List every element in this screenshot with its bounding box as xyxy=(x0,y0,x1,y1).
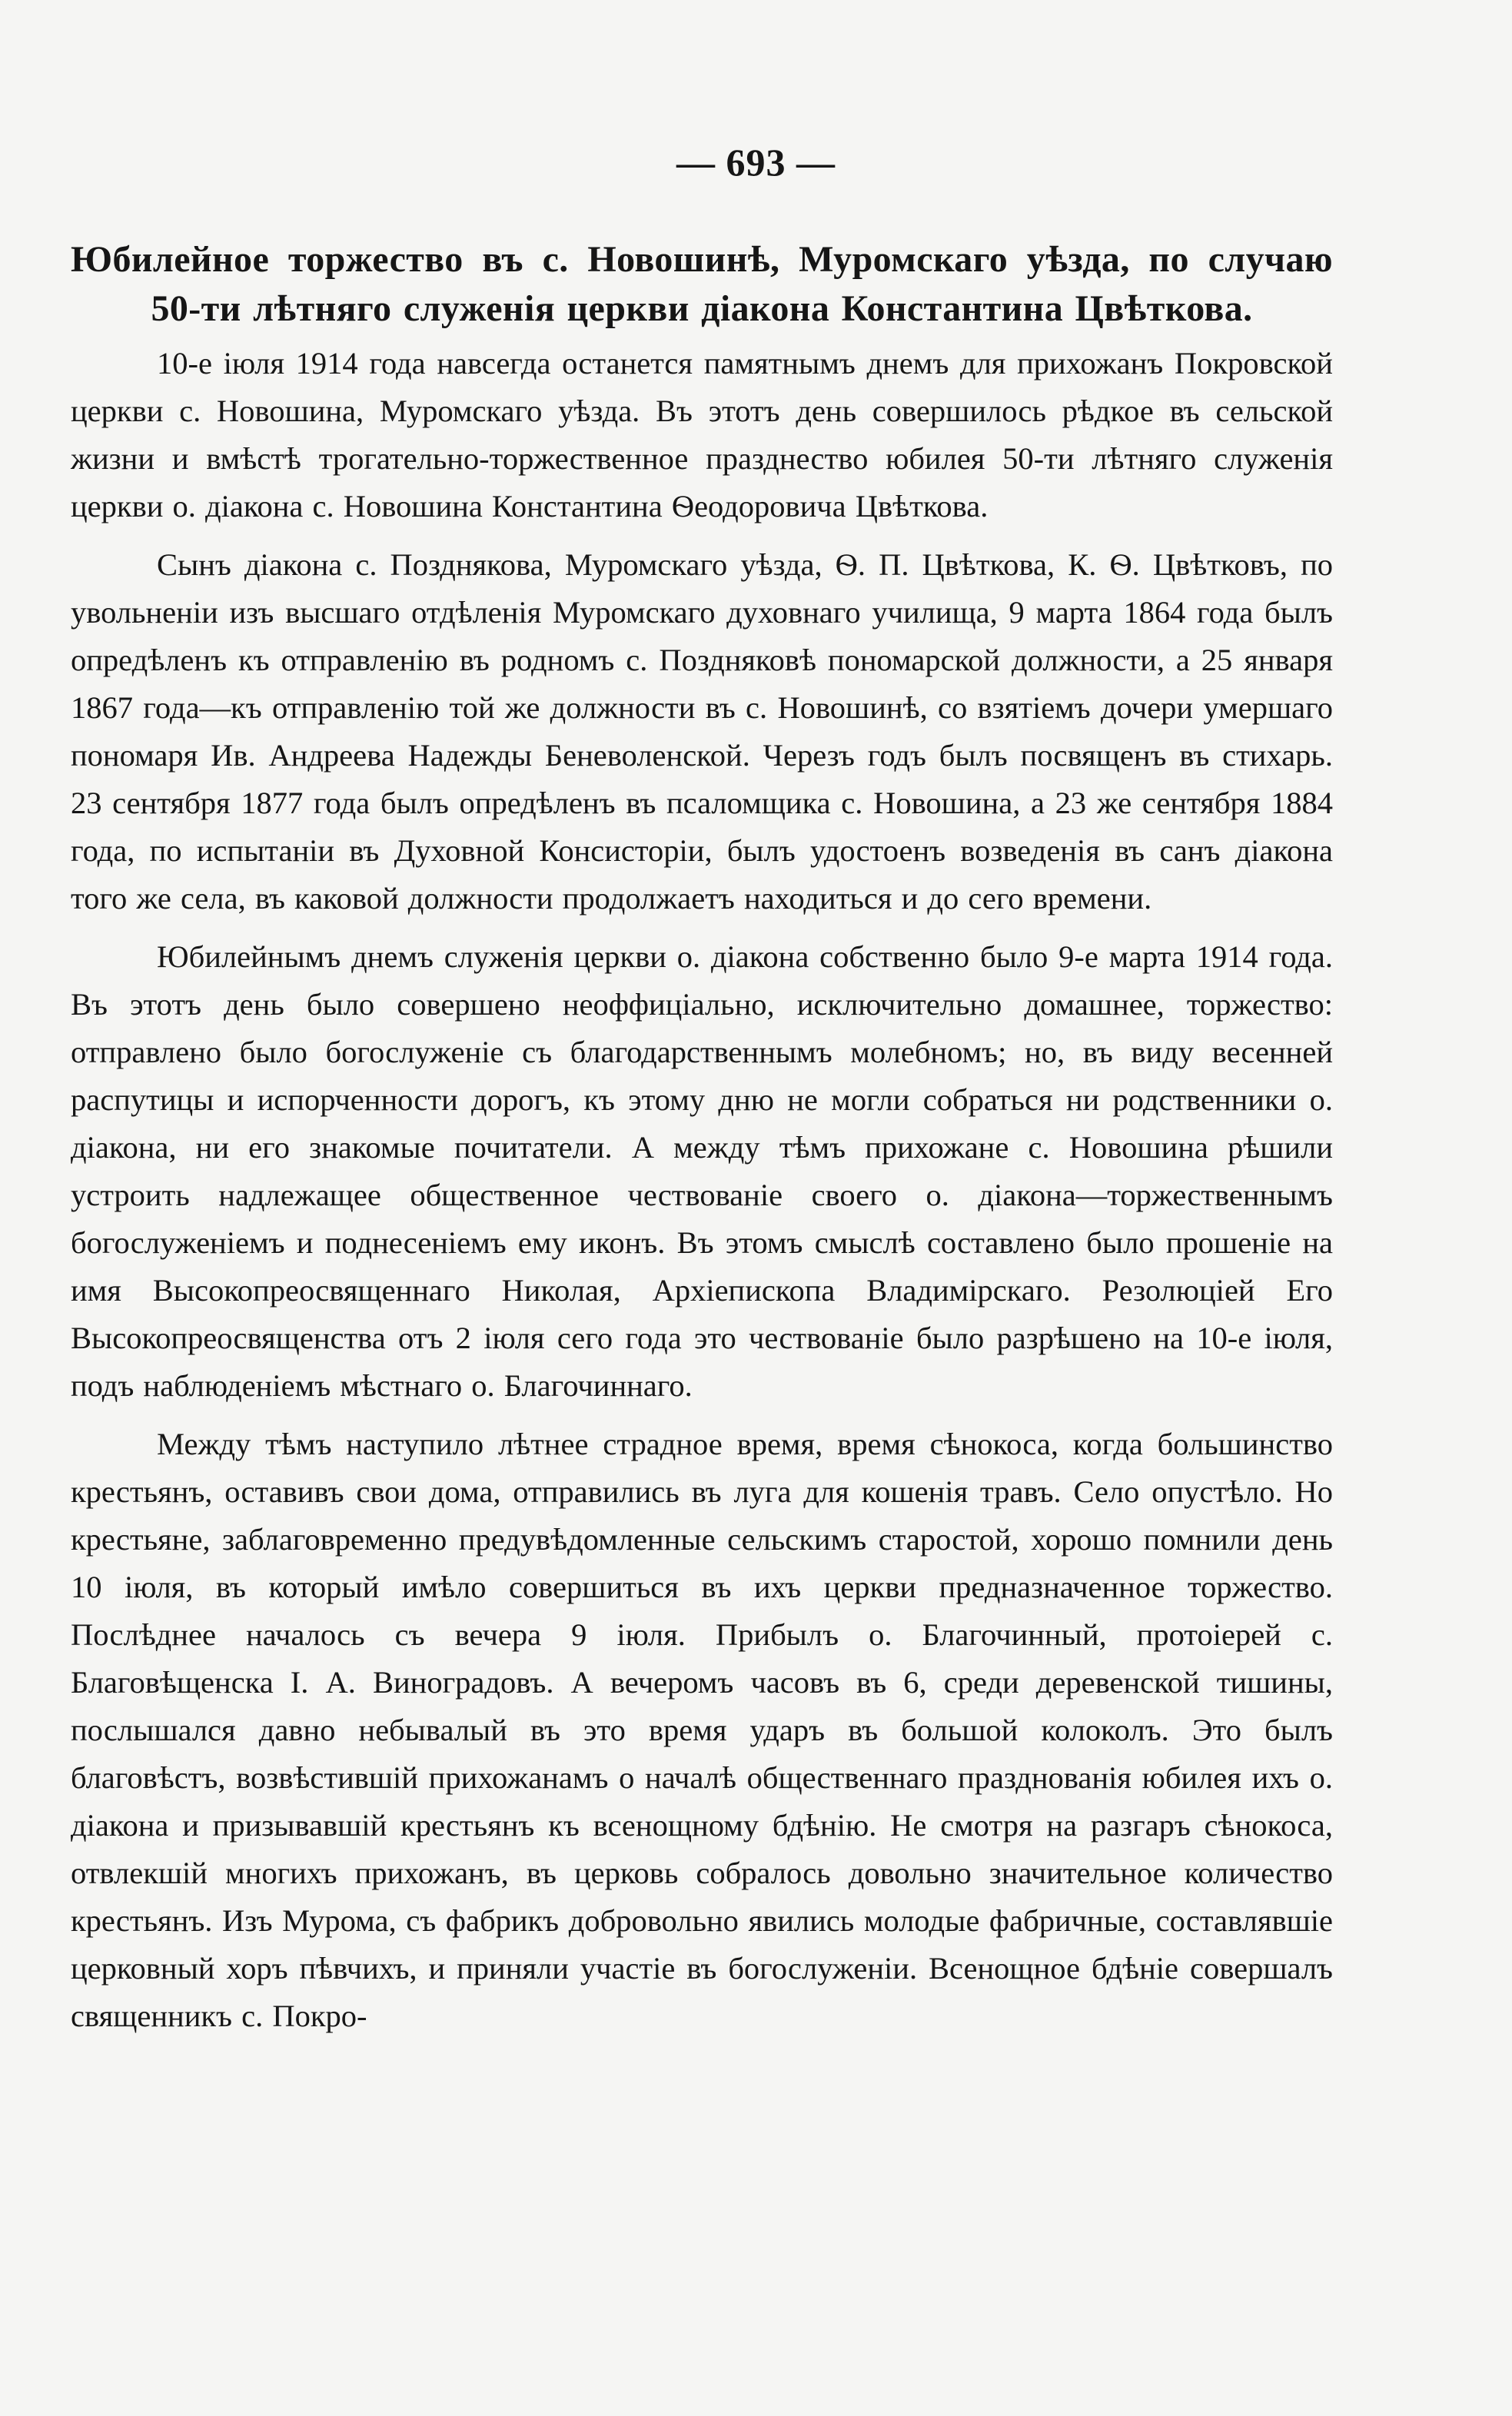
paragraph: 10-е іюля 1914 года навсегда останется памятнымъ днемъ для прихожанъ Покровской церкви с. Новошина, Муромскаго уѣзда. Въ этотъ день совершилось рѣдкое въ сельской жизни и вмѣстѣ трогательно-торжественное празднество юбилея 50-ти лѣтняго служенія церкви о. діакона с. Новошина Константина Ѳеодоровича Цвѣткова. xyxy=(71,346,1333,523)
paragraph: Сынъ діакона с. Позднякова, Муромскаго уѣзда, Ѳ. П. Цвѣткова, К. Ѳ. Цвѣтковъ, по увольненіи изъ высшаго отдѣленія Муромскаго духовнаго училища, 9 марта 1864 года былъ опредѣленъ къ отправленію въ родномъ с. Поздняковѣ пономарской должности, а 25 января 1867 года—къ отправленію той же должности въ с. Новошинѣ, со взятіемъ дочери умершаго пономаря Ив. Андреева Надежды Беневоленской. Черезъ годъ былъ посвященъ въ стихарь. 23 сентября 1877 года былъ опредѣленъ въ псаломщика с. Новошина, а 23 же сентября 1884 года, по испытаніи въ Духовной Консисторіи, былъ удостоенъ возведенія въ санъ діакона того же села, въ каковой должности продолжаетъ находиться и до сего времени. xyxy=(71,547,1333,916)
article xyxy=(71,235,1333,2051)
page-number: — 693 — xyxy=(676,141,836,184)
paragraph: Юбилейнымъ днемъ служенія церкви о. діакона собственно было 9-е марта 1914 года. Въ этотъ день было совершено неоффиціально, исключительно домашнее, торжество: отправлено было богослуженіе съ благодарственнымъ молебномъ; но, въ виду весенней распутицы и испорченности дорогъ, къ этому дню не могли собраться ни родственники о. діакона, ни его знакомые почитатели. А между тѣмъ прихожане с. Новошина рѣшили устроить надлежащее общественное чествованіе своего о. діакона—торжественнымъ богослуженіемъ и поднесеніемъ ему иконъ. Въ этомъ смыслѣ составлено было прошеніе на имя Высокопреосвященнаго Николая, Архіепископа Владимірскаго. Резолюціей Его Высокопреосвященства отъ 2 іюля сего года это чествованіе было разрѣшено на 10-е іюля, подъ наблюденіемъ мѣстнаго о. Благочиннаго. xyxy=(71,939,1333,1403)
article-body xyxy=(71,340,1333,2040)
article-title: Юбилейное торжество въ с. Новошинѣ, Муромскаго уѣзда, по случаю 50-ти лѣтняго служенія церкви діакона Константина Цвѣткова. xyxy=(71,239,1333,329)
paragraph: Между тѣмъ наступило лѣтнее страдное время, время сѣнокоса, когда большинство крестьянъ, оставивъ свои дома, отправились въ луга для кошенія травъ. Село опустѣло. Но крестьяне, заблаговременно предувѣдомленные сельскимъ старостой, хорошо помнили день 10 іюля, въ который имѣло совершиться въ ихъ церкви предназначенное торжество. Послѣднее началось съ вечера 9 іюля. Прибылъ о. Благочинный, протоіерей с. Благовѣщенска І. А. Виноградовъ. А вечеромъ часовъ въ 6, среди деревенской тишины, послышался давно небывалый въ это время ударъ въ большой колоколъ. Это былъ благовѣстъ, возвѣстившій прихожанамъ о началѣ общественнаго празднованія юбилея ихъ о. діакона и призывавшій крестьянъ къ всенощному бдѣнію. Не смотря на разгаръ сѣнокоса, отвлекшій многихъ прихожанъ, въ церковь собралось довольно значительное количество крестьянъ. Изъ Мурома, съ фабрикъ добровольно явились молодые фабричные, составлявшіе церковный хоръ пѣвчихъ, и приняли участіе въ богослуженіи. Всенощное бдѣніе совершалъ священникъ с. Покро- xyxy=(71,1427,1333,2033)
